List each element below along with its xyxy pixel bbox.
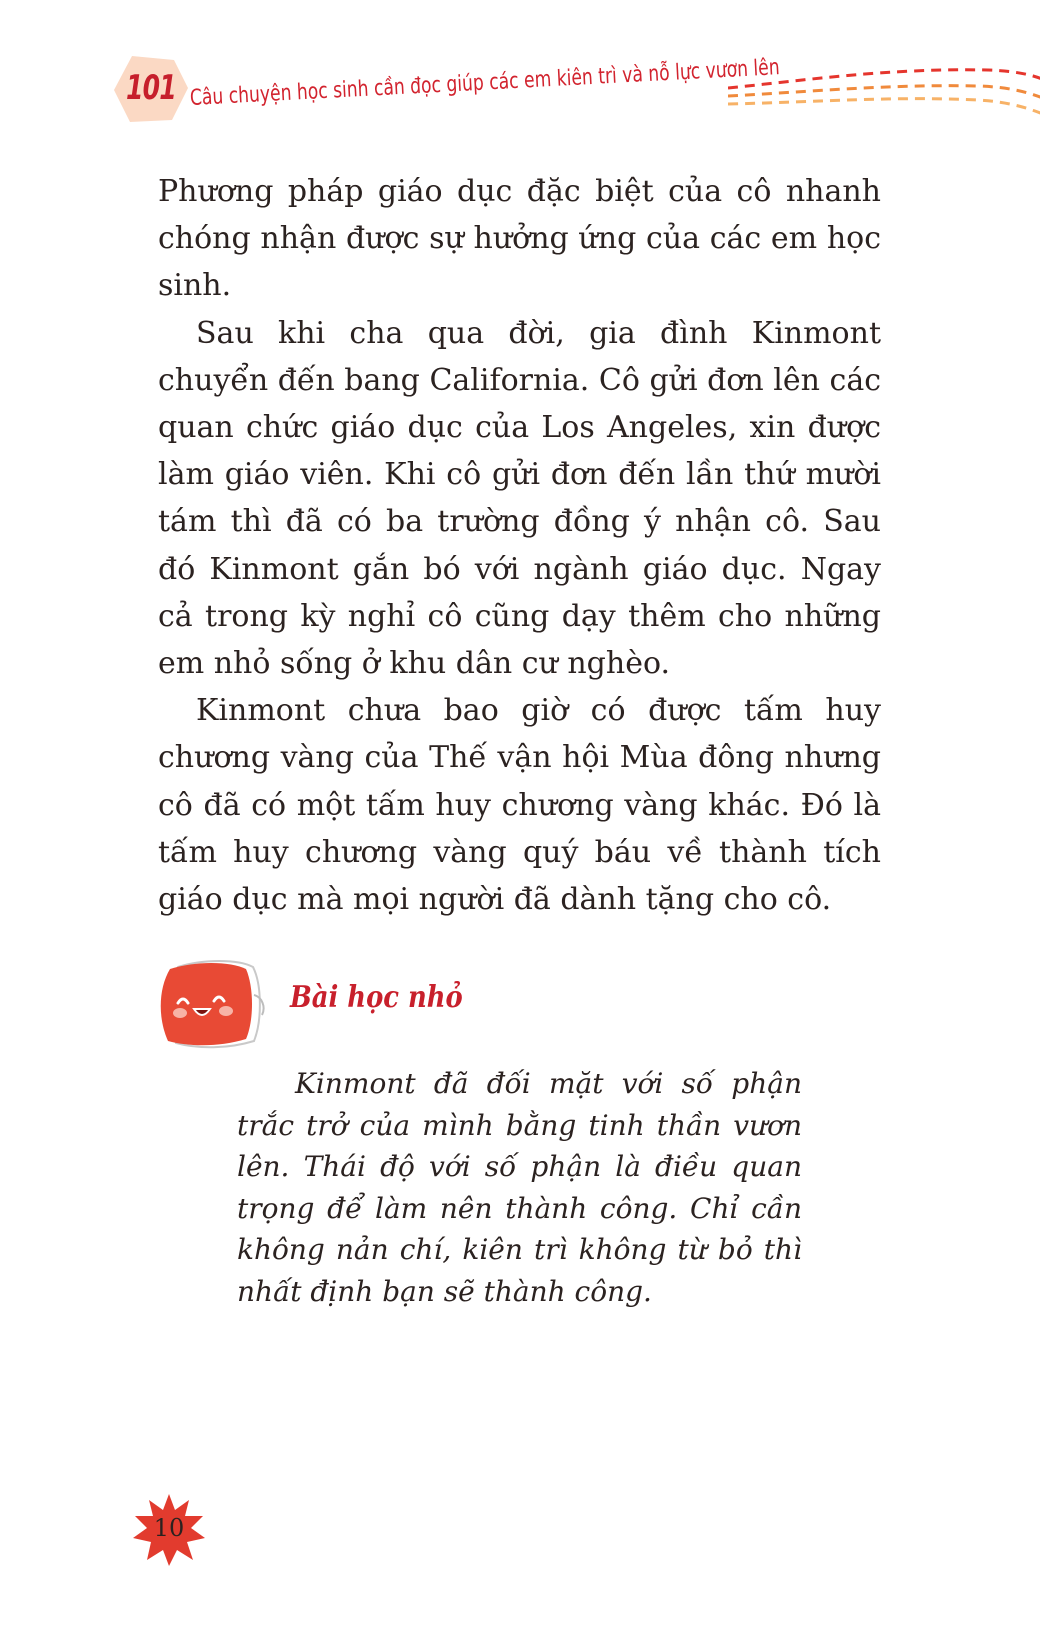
- series-number: 101: [126, 68, 176, 108]
- series-badge: [114, 54, 188, 124]
- story-text: [158, 168, 881, 923]
- paragraph: Kinmont chưa bao giờ có được tấm huy chương vàng của Thế vận hội Mùa đông nhưng cô đã có một tấm huy chương vàng khác. Đó là tấm huy chương vàng quý báu về thành tích giáo dục mà mọi người đã dành tặng cho cô.: [158, 693, 881, 918]
- lesson-title: Bài học nhỏ: [290, 980, 463, 1015]
- page-header: [110, 52, 1040, 142]
- decorative-dashes-icon: [728, 62, 1040, 122]
- lesson-text: Kinmont đã đối mặt với số phận trắc trở của mình bằng tinh thần vươn lên. Thái độ với số phận là điều quan trọng để làm nên thành công. Chỉ cần không nản chí, kiên trì không từ bỏ thì nhất định bạn sẽ thành công.: [237, 1067, 802, 1308]
- page-number: 10: [153, 1514, 185, 1542]
- smiling-cube-mascot-icon: [158, 955, 278, 1065]
- series-title: Câu chuyện học sinh cần đọc giúp các em kiên trì và nỗ lực vươn lên: [189, 55, 781, 111]
- paragraph: Phương pháp giáo dục đặc biệt của cô nhanh chóng nhận được sự hưởng ứng của các em học sinh.: [158, 174, 881, 304]
- paragraph: Sau khi cha qua đời, gia đình Kinmont chuyển đến bang California. Cô gửi đơn lên các quan chức giáo dục của Los Angeles, xin được làm giáo viên. Khi cô gửi đơn đến lần thứ mười tám thì đã có ba trường đồng ý nhận cô. Sau đó Kinmont gắn bó với ngành giáo dục. Ngay cả trong kỳ nghỉ cô cũng dạy thêm cho những em nhỏ sống ở khu dân cư nghèo.: [158, 315, 881, 682]
